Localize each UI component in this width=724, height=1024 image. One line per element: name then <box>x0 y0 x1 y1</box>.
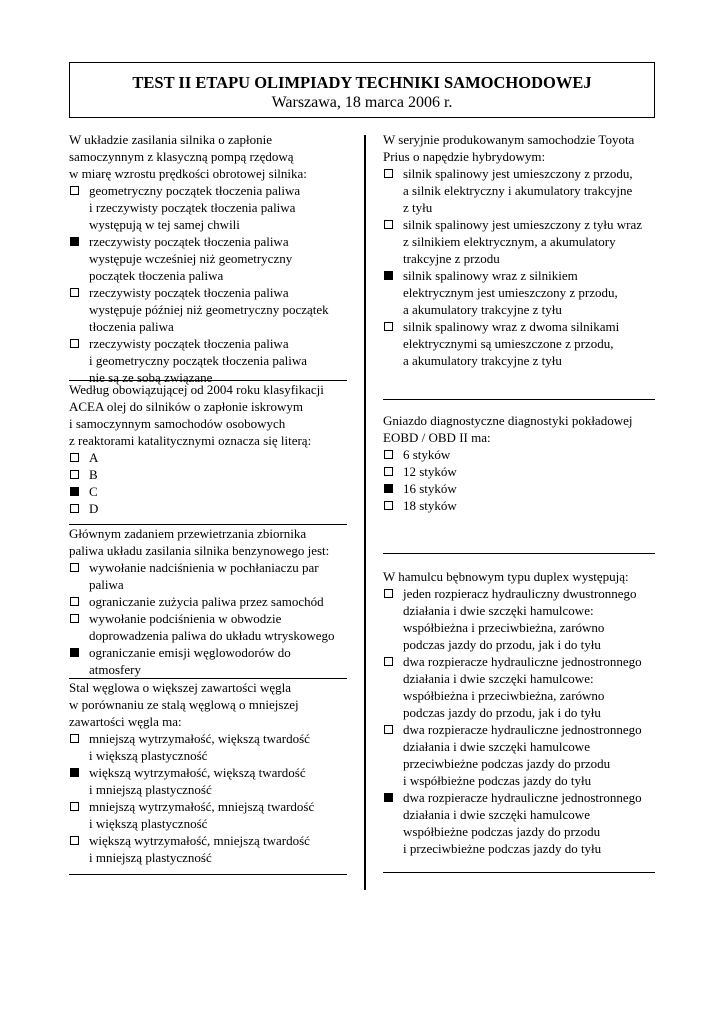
checkbox[interactable] <box>384 484 393 493</box>
checkbox[interactable] <box>70 836 79 845</box>
checkbox[interactable] <box>70 487 79 496</box>
answer-option[interactable]: rzeczywisty początek tłoczenia paliwa występuje wcześniej niż geometryczny początek tłoczenia paliwa <box>69 233 347 284</box>
question <box>69 131 347 385</box>
checkbox[interactable] <box>70 563 79 572</box>
checkbox[interactable] <box>384 725 393 734</box>
answer-option[interactable]: wywołanie podciśnienia w obwodzie doprowadzenia paliwa do układu wtryskowego <box>69 610 347 644</box>
question <box>383 400 655 554</box>
answer-option[interactable]: dwa rozpieracze hydrauliczne jednostronnego działania i dwie szczęki hamulcowe współbieżne podczas jazdy do przodu i przeciwbieżne podczas jazdy do tyłu <box>383 789 655 857</box>
question <box>69 525 347 679</box>
question <box>69 381 347 525</box>
checkbox[interactable] <box>70 453 79 462</box>
header-box <box>69 62 655 118</box>
answer-option[interactable]: silnik spalinowy wraz z silnikiem elektrycznym jest umieszczony z przodu, a akumulatory trakcyjne z tyłu <box>383 267 655 318</box>
checkbox[interactable] <box>70 237 79 246</box>
answer-option[interactable]: mniejszą wytrzymałość, mniejszą twardość i większą plastyczność <box>69 798 347 832</box>
question-stem: W układzie zasilania silnika o zapłonie samoczynnym z klasyczną pompą rzędową w miarę wzrostu prędkości obrotowej silnika: <box>69 132 307 181</box>
question-stem: W hamulcu bębnowym typu duplex występują: <box>383 569 629 584</box>
question <box>383 554 655 873</box>
answer-option[interactable]: dwa rozpieracze hydrauliczne jednostronnego działania i dwie szczęki hamulcowe: współbieżna i przeciwbieżna, zarówno podczas jazdy do przodu, jak i do tyłu <box>383 653 655 721</box>
checkbox[interactable] <box>70 288 79 297</box>
checkbox[interactable] <box>384 657 393 666</box>
checkbox[interactable] <box>384 450 393 459</box>
page-title: TEST II ETAPU OLIMPIADY TECHNIKI SAMOCHODOWEJ <box>132 73 592 92</box>
checkbox[interactable] <box>70 768 79 777</box>
checkbox[interactable] <box>384 169 393 178</box>
question <box>383 131 655 400</box>
answer-option[interactable]: B <box>69 466 347 483</box>
question-stem: Głównym zadaniem przewietrzania zbiornika paliwa układu zasilania silnika benzynowego jest: <box>69 526 330 558</box>
checkbox[interactable] <box>384 793 393 802</box>
left-column <box>69 131 347 875</box>
answer-option[interactable]: 18 styków <box>383 497 655 514</box>
column-divider <box>364 135 366 890</box>
answer-option[interactable]: 6 styków <box>383 446 655 463</box>
checkbox[interactable] <box>70 734 79 743</box>
checkbox[interactable] <box>384 271 393 280</box>
checkbox[interactable] <box>70 648 79 657</box>
answer-option[interactable]: większą wytrzymałość, mniejszą twardość i mniejszą plastyczność <box>69 832 347 866</box>
answer-option[interactable]: ograniczanie emisji węglowodorów do atmosfery <box>69 644 347 678</box>
answer-option[interactable]: silnik spalinowy wraz z dwoma silnikami elektrycznymi są umieszczone z przodu, a akumulatory trakcyjne z tyłu <box>383 318 655 369</box>
checkbox[interactable] <box>70 597 79 606</box>
checkbox[interactable] <box>384 589 393 598</box>
checkbox[interactable] <box>384 501 393 510</box>
answer-option[interactable]: silnik spalinowy jest umieszczony z przodu, a silnik elektryczny i akumulatory trakcyjne z tyłu <box>383 165 655 216</box>
checkbox[interactable] <box>70 614 79 623</box>
answer-option[interactable]: 16 styków <box>383 480 655 497</box>
answer-option[interactable]: dwa rozpieracze hydrauliczne jednostronnego działania i dwie szczęki hamulcowe przeciwbieżne podczas jazdy do przodu i współbieżne podczas jazdy do tyłu <box>383 721 655 789</box>
page-subtitle: Warszawa, 18 marca 2006 r. <box>271 94 453 111</box>
answer-option[interactable]: rzeczywisty początek tłoczenia paliwa i geometryczny początek tłoczenia paliwa nie są ze sobą związane <box>69 335 347 386</box>
question-stem: W seryjnie produkowanym samochodzie Toyota Prius o napędzie hybrydowym: <box>383 132 635 164</box>
right-column <box>383 131 655 873</box>
answer-option[interactable]: większą wytrzymałość, większą twardość i mniejszą plastyczność <box>69 764 347 798</box>
answer-option[interactable]: silnik spalinowy jest umieszczony z tyłu wraz z silnikiem elektrycznym, a akumulatory trakcyjne z przodu <box>383 216 655 267</box>
answer-option[interactable]: ograniczanie zużycia paliwa przez samochód <box>69 593 347 610</box>
answer-option[interactable]: A <box>69 449 347 466</box>
question-stem: Stal węglowa o większej zawartości węgla w porównaniu ze stalą węglową o mniejszej zawartości węgla ma: <box>69 680 299 729</box>
checkbox[interactable] <box>70 339 79 348</box>
answer-option[interactable]: rzeczywisty początek tłoczenia paliwa występuje później niż geometryczny początek tłoczenia paliwa <box>69 284 347 335</box>
answer-option[interactable]: jeden rozpieracz hydrauliczny dwustronnego działania i dwie szczęki hamulcowe: współbieżna i przeciwbieżna, zarówno podczas jazdy do przodu, jak i do tyłu <box>383 585 655 653</box>
answer-option[interactable]: mniejszą wytrzymałość, większą twardość i większą plastyczność <box>69 730 347 764</box>
checkbox[interactable] <box>384 220 393 229</box>
checkbox[interactable] <box>384 467 393 476</box>
checkbox[interactable] <box>70 504 79 513</box>
checkbox[interactable] <box>384 322 393 331</box>
answer-option[interactable]: geometryczny początek tłoczenia paliwa i rzeczywisty początek tłoczenia paliwa występują w tej samej chwili <box>69 182 347 233</box>
question-stem: Według obowiązującej od 2004 roku klasyfikacji ACEA olej do silników o zapłonie iskrowym i samoczynnym samochodów osobowych z reaktorami katalitycznymi oznacza się literą: <box>69 382 324 448</box>
checkbox[interactable] <box>70 186 79 195</box>
question <box>69 679 347 875</box>
answer-option[interactable]: C <box>69 483 347 500</box>
checkbox[interactable] <box>70 470 79 479</box>
checkbox[interactable] <box>70 802 79 811</box>
question-stem: Gniazdo diagnostyczne diagnostyki pokładowej EOBD / OBD II ma: <box>383 413 633 445</box>
answer-option[interactable]: wywołanie nadciśnienia w pochłaniaczu par paliwa <box>69 559 347 593</box>
answer-option[interactable]: D <box>69 500 347 517</box>
answer-option[interactable]: 12 styków <box>383 463 655 480</box>
